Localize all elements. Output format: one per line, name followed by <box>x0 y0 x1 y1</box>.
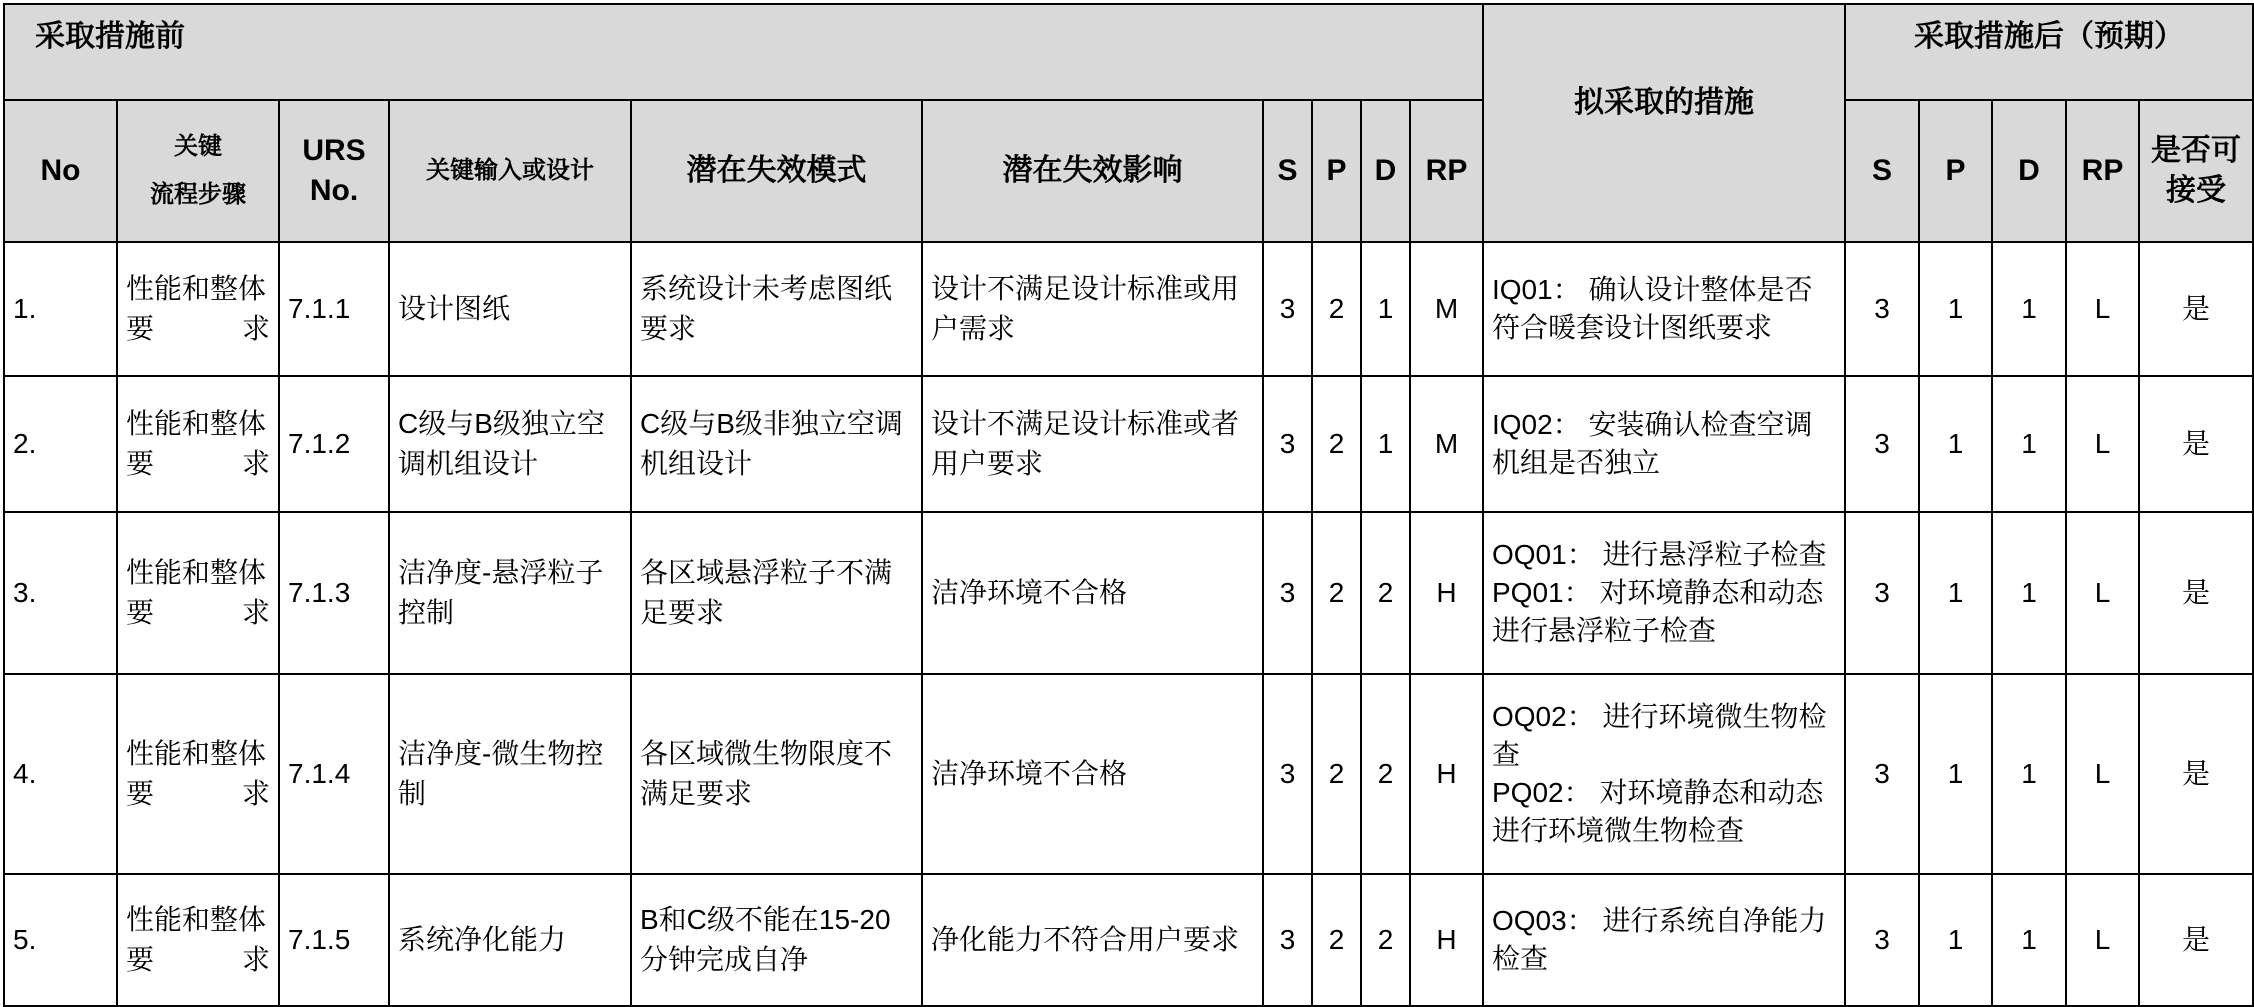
row-key-input: 设计图纸 <box>389 242 631 376</box>
col-header-no: No <box>4 100 117 242</box>
row-no: 5. <box>4 874 117 1006</box>
row-p-after: 1 <box>1919 512 1992 674</box>
row-failure-effect: 洁净环境不合格 <box>922 512 1263 674</box>
row-planned-measures <box>1483 376 1845 512</box>
row-key-input: 洁净度-悬浮粒子控制 <box>389 512 631 674</box>
col-header-acceptable-line1: 是否可 <box>2151 134 2241 167</box>
col-header-failure-mode: 潜在失效模式 <box>631 100 922 242</box>
row-step: 性能和整体要求 <box>117 242 279 376</box>
row-no: 3. <box>4 512 117 674</box>
col-header-acceptable <box>2139 100 2253 242</box>
row-key-input: 洁净度-微生物控制 <box>389 674 631 874</box>
row-s: 3 <box>1263 512 1312 674</box>
row-s-after: 3 <box>1845 674 1919 874</box>
col-header-p: P <box>1312 100 1361 242</box>
row-p: 2 <box>1312 242 1361 376</box>
row-rp: H <box>1410 512 1483 674</box>
row-s-after: 3 <box>1845 874 1919 1006</box>
measure-item: PQ02： 对环境静态和动态进行环境微生物检查 <box>1492 777 1824 846</box>
measure-item: IQ01： 确认设计整体是否符合暖套设计图纸要求 <box>1492 274 1813 343</box>
row-rp-after: L <box>2066 242 2139 376</box>
row-failure-mode: 各区域悬浮粒子不满足要求 <box>631 512 922 674</box>
row-rp: M <box>1410 242 1483 376</box>
row-p-after: 1 <box>1919 674 1992 874</box>
row-s: 3 <box>1263 674 1312 874</box>
col-header-d: D <box>1361 100 1410 242</box>
row-failure-effect: 设计不满足设计标准或者用户要求 <box>922 376 1263 512</box>
row-step: 性能和整体要求 <box>117 512 279 674</box>
row-s: 3 <box>1263 874 1312 1006</box>
row-step: 性能和整体要求 <box>117 874 279 1006</box>
row-d-after: 1 <box>1992 512 2066 674</box>
fmea-table <box>3 3 2254 1007</box>
col-header-acceptable-line2: 接受 <box>2166 174 2226 207</box>
col-header-step-line2: 流程步骤 <box>150 181 246 208</box>
row-p-after: 1 <box>1919 376 1992 512</box>
row-s-after: 3 <box>1845 242 1919 376</box>
row-p-after: 1 <box>1919 874 1992 1006</box>
row-s: 3 <box>1263 376 1312 512</box>
row-acceptable: 是 <box>2139 874 2253 1006</box>
row-planned-measures <box>1483 874 1845 1006</box>
after-measures-header: 采取措施后（预期） <box>1845 4 2253 100</box>
row-failure-mode: 系统设计未考虑图纸要求 <box>631 242 922 376</box>
row-planned-measures <box>1483 242 1845 376</box>
row-rp-after: L <box>2066 874 2139 1006</box>
row-d-after: 1 <box>1992 874 2066 1006</box>
row-rp: H <box>1410 674 1483 874</box>
row-d-after: 1 <box>1992 376 2066 512</box>
row-planned-measures <box>1483 674 1845 874</box>
table-row <box>4 512 2253 674</box>
table-body <box>4 242 2253 1006</box>
measure-item: IQ02： 安装确认检查空调机组是否独立 <box>1492 409 1813 478</box>
col-header-step <box>117 100 279 242</box>
row-acceptable: 是 <box>2139 376 2253 512</box>
row-urs-no: 7.1.5 <box>279 874 389 1006</box>
col-header-rp: RP <box>1410 100 1483 242</box>
row-d: 2 <box>1361 674 1410 874</box>
row-rp: M <box>1410 376 1483 512</box>
col-header-urs-line1: URS <box>302 134 366 167</box>
col-header-p-after: P <box>1919 100 1992 242</box>
row-d: 1 <box>1361 376 1410 512</box>
row-acceptable: 是 <box>2139 512 2253 674</box>
row-planned-measures <box>1483 512 1845 674</box>
col-header-d-after: D <box>1992 100 2066 242</box>
row-p: 2 <box>1312 376 1361 512</box>
row-p-after: 1 <box>1919 242 1992 376</box>
row-acceptable: 是 <box>2139 674 2253 874</box>
measure-item: OQ03： 进行系统自净能力检查 <box>1492 905 1827 974</box>
column-header-row <box>4 100 2253 242</box>
row-urs-no: 7.1.2 <box>279 376 389 512</box>
row-step: 性能和整体要求 <box>117 674 279 874</box>
row-p: 2 <box>1312 512 1361 674</box>
col-header-rp-after: RP <box>2066 100 2139 242</box>
col-header-step-line1: 关键 <box>174 133 222 160</box>
row-step: 性能和整体要求 <box>117 376 279 512</box>
row-failure-mode: 各区域微生物限度不满足要求 <box>631 674 922 874</box>
row-rp-after: L <box>2066 674 2139 874</box>
row-d: 1 <box>1361 242 1410 376</box>
row-urs-no: 7.1.1 <box>279 242 389 376</box>
row-no: 4. <box>4 674 117 874</box>
col-header-urs-line2: No. <box>309 174 359 207</box>
row-key-input: 系统净化能力 <box>389 874 631 1006</box>
col-header-urs <box>279 100 389 242</box>
row-key-input: C级与B级独立空调机组设计 <box>389 376 631 512</box>
row-failure-mode: B和C级不能在15-20分钟完成自净 <box>631 874 922 1006</box>
row-d: 2 <box>1361 512 1410 674</box>
col-header-s-after: S <box>1845 100 1919 242</box>
row-d-after: 1 <box>1992 242 2066 376</box>
row-d: 2 <box>1361 874 1410 1006</box>
row-rp-after: L <box>2066 512 2139 674</box>
row-p: 2 <box>1312 674 1361 874</box>
row-d-after: 1 <box>1992 674 2066 874</box>
col-header-input: 关键输入或设计 <box>389 100 631 242</box>
row-no: 2. <box>4 376 117 512</box>
measure-item: OQ01： 进行悬浮粒子检查 <box>1492 539 1827 570</box>
row-failure-effect: 设计不满足设计标准或用户需求 <box>922 242 1263 376</box>
measure-item: PQ01： 对环境静态和动态进行悬浮粒子检查 <box>1492 577 1824 646</box>
row-failure-effect: 净化能力不符合用户要求 <box>922 874 1263 1006</box>
row-failure-effect: 洁净环境不合格 <box>922 674 1263 874</box>
row-s: 3 <box>1263 242 1312 376</box>
row-p: 2 <box>1312 874 1361 1006</box>
col-header-s: S <box>1263 100 1312 242</box>
planned-measures-header: 拟采取的措施 <box>1483 4 1845 242</box>
measure-item: OQ02： 进行环境微生物检查 <box>1492 701 1827 770</box>
before-measures-header: 采取措施前 <box>4 4 1483 100</box>
row-s-after: 3 <box>1845 512 1919 674</box>
row-urs-no: 7.1.3 <box>279 512 389 674</box>
row-failure-mode: C级与B级非独立空调机组设计 <box>631 376 922 512</box>
table-row <box>4 674 2253 874</box>
table-row <box>4 874 2253 1006</box>
row-urs-no: 7.1.4 <box>279 674 389 874</box>
row-rp: H <box>1410 874 1483 1006</box>
row-no: 1. <box>4 242 117 376</box>
row-s-after: 3 <box>1845 376 1919 512</box>
col-header-failure-effect: 潜在失效影响 <box>922 100 1263 242</box>
row-rp-after: L <box>2066 376 2139 512</box>
row-acceptable: 是 <box>2139 242 2253 376</box>
table-row <box>4 242 2253 376</box>
table-row <box>4 376 2253 512</box>
